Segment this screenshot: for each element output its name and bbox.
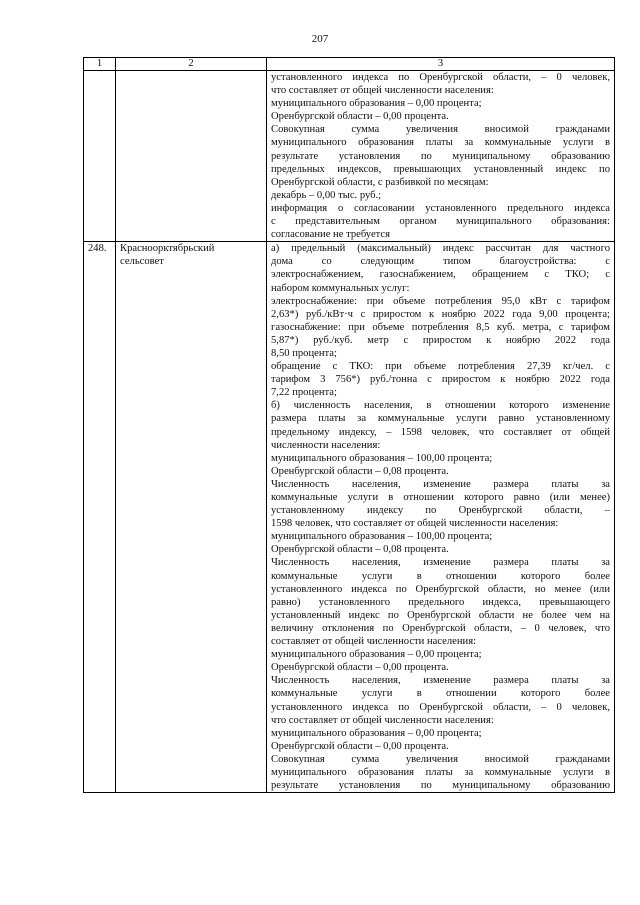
text-line: б) численность населения, в отношении которого изменение [271, 400, 610, 412]
text-line: 5,87*) руб./куб. метр с приростом к ноябрю 2022 года [271, 334, 610, 346]
text-line: установленного индекса по Оренбургской области, – 0 человек, [271, 72, 610, 83]
text-line: установленному индексу по Оренбургской области, – [271, 505, 610, 517]
text-line: коммунальные услуги в отношении которого равно (или менее) [271, 492, 610, 503]
text-line: Совокупная сумма увеличения вносимой гражданами [271, 124, 610, 136]
text-line: 2,63*) руб./кВт·ч с приростом к ноябрю 2022 года 9,00 процента; [271, 308, 610, 320]
text-line: 8,50 процента; [271, 347, 337, 359]
text-line: с представительным органом муниципального образования: [271, 216, 610, 228]
text-line: что составляет от общей численности населения: [271, 714, 494, 726]
text-line: составляет от общей численности населения: [271, 636, 477, 648]
text-line: установленного индекса по Оренбургской области, – 0 человек, [271, 701, 610, 713]
text-line: Оренбургской области – 0,00 процента. [271, 111, 449, 123]
text-line: величину отклонения по Оренбургской области, – 0 человек, что [271, 622, 610, 634]
text-line: коммунальные услуги в отношении которого более [271, 570, 610, 582]
municipality-name-line: Красноорктябрьский [120, 243, 215, 255]
text-line: дома со следующим типом благоустройства: с [271, 256, 610, 268]
text-line: информация о согласовании установленного предельного индекса [271, 202, 610, 214]
text-line: установленного индекса по Оренбургской области, но менее (или [271, 583, 610, 595]
text-line: набором коммунальных услуг: [271, 282, 410, 294]
text-line: муниципального образования – 0,00 процента; [271, 649, 482, 661]
text-line: результате установления по муниципальному образованию [271, 150, 610, 162]
text-line: декабрь – 0,00 тыс. руб.; [271, 189, 382, 201]
text-line: Оренбургской области – 0,08 процента. [271, 465, 449, 477]
table-header-row [84, 58, 615, 71]
text-line: предельных индексов, превышающих установленный индекс по [271, 163, 610, 175]
row-number: 248. [84, 242, 116, 793]
text-line: Совокупная сумма увеличения вносимой гражданами [271, 753, 610, 765]
table-row-continuation [84, 71, 615, 242]
municipality-name-line: сельсовет [120, 256, 164, 268]
text-line: результате установления по муниципальному образованию [271, 780, 610, 792]
cell-number-empty [84, 71, 116, 242]
text-line: электроснабжение: при объеме потребления 95,0 кВт с тарифом [271, 295, 610, 307]
text-line: тарифом 3 756*) руб./тонна с приростом к ноябрю 2022 года [271, 374, 610, 386]
text-line: муниципального образования – 0,00 процента; [271, 727, 482, 739]
text-line: муниципального образования – 100,00 процента; [271, 452, 493, 464]
text-line: электроснабжением, газоснабжением, обращением с ТКО; с [271, 269, 610, 281]
text-line: Численность населения, изменение размера платы за [271, 675, 610, 687]
text-line: Оренбургской области – 0,00 процента. [271, 662, 449, 674]
text-line: Оренбургской области – 0,08 процента. [271, 544, 449, 556]
text-line: обращение с ТКО: при объеме потребления 27,39 кг/чел. с [271, 361, 610, 373]
table-row [84, 242, 615, 793]
text-line: размера платы за коммунальные услуги равно установленному [271, 413, 610, 425]
text-line: что составляет от общей численности населения: [271, 85, 494, 97]
text-line: численности населения: [271, 439, 381, 451]
text-line: газоснабжение: при объеме потребления 8,5 куб. метра, с тарифом [271, 321, 610, 333]
cell-name-empty [116, 71, 267, 242]
text-line: Оренбургской области – 0,00 процента. [271, 740, 449, 752]
column-header-2: 2 [116, 58, 267, 71]
document-table [83, 57, 615, 793]
text-line: равно) установленного предельного индекса, превышающего [271, 596, 610, 608]
text-line: а) предельный (максимальный) индекс рассчитан для частного [271, 243, 610, 255]
column-header-3: 3 [267, 58, 615, 71]
cell-continuation-text [267, 71, 615, 242]
text-line: предельному индексу, – 1598 человек, что составляет от общей [271, 426, 610, 438]
text-line: 1598 человек, что составляет от общей численности населения: [271, 518, 559, 530]
text-line: 7,22 процента; [271, 387, 337, 399]
text-line: коммунальные услуги в отношении которого более [271, 688, 610, 700]
text-line: Численность населения, изменение размера платы за [271, 478, 610, 490]
text-line: установленный индекс по Оренбургской области не более чем на [271, 609, 610, 621]
municipality-name [116, 242, 267, 793]
text-line: Численность населения, изменение размера платы за [271, 557, 610, 569]
cell-index-text [267, 242, 615, 793]
text-line: согласование не требуется [271, 229, 391, 241]
text-line: Оренбургской области, с разбивкой по месяцам: [271, 176, 489, 188]
text-line: муниципального образования – 100,00 процента; [271, 531, 493, 543]
text-line: муниципального образования платы за коммунальные услуги в [271, 137, 610, 149]
column-header-1: 1 [84, 58, 116, 71]
text-line: муниципального образования – 0,00 процента; [271, 98, 482, 110]
page-number: 207 [311, 33, 329, 45]
text-line: муниципального образования платы за коммунальные услуги в [271, 766, 610, 778]
